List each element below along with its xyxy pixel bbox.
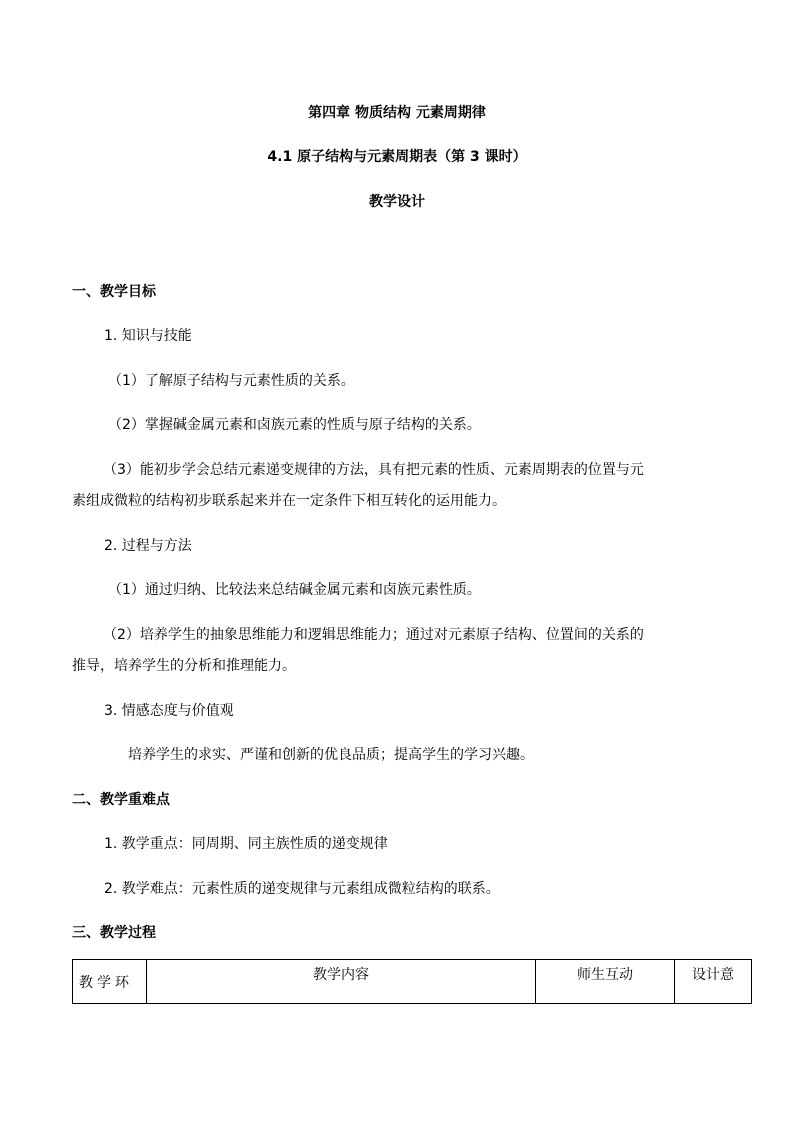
process-item-2-line-2: 推导，培养学生的分析和推理能力。	[72, 658, 296, 674]
subsection-attitude-values-heading: 3. 情感态度与价值观	[104, 703, 234, 719]
knowledge-item-1: （1）了解原子结构与元素性质的关系。	[108, 373, 355, 389]
header-teaching-stage: 教学环	[73, 960, 147, 1004]
knowledge-item-2: （2）掌握碱金属元素和卤族元素的性质与原子结构的关系。	[108, 417, 481, 433]
doc-type-title: 教学设计	[369, 194, 425, 210]
section-key-difficulties-heading: 二、教学重难点	[72, 792, 170, 808]
difficulty-item: 2. 教学难点：元素性质的递变规律与元素组成微粒结构的联系。	[104, 881, 500, 897]
knowledge-item-3-line-1: （3）能初步学会总结元素递变规律的方法，具有把元素的性质、元素周期表的位置与元	[103, 462, 644, 478]
subsection-process-method-heading: 2. 过程与方法	[104, 538, 192, 554]
section-teaching-process-heading: 三、教学过程	[72, 925, 156, 941]
chapter-title: 第四章 物质结构 元素周期律	[308, 105, 486, 121]
header-teaching-content: 教学内容	[147, 960, 536, 1004]
section-teaching-goals-heading: 一、教学目标	[72, 284, 156, 300]
knowledge-item-3-line-2: 素组成微粒的结构初步联系起来并在一定条件下相互转化的运用能力。	[72, 493, 506, 509]
process-item-2-line-1: （2）培养学生的抽象思维能力和逻辑思维能力；通过对元素原子结构、位置间的关系的	[103, 627, 644, 643]
key-point-item: 1. 教学重点：同周期、同主族性质的递变规律	[104, 836, 388, 852]
process-item-1: （1）通过归纳、比较法来总结碱金属元素和卤族元素性质。	[108, 582, 481, 598]
header-teacher-student-interaction: 师生互动	[536, 960, 675, 1004]
teaching-process-table	[72, 959, 752, 1004]
table-header-row	[73, 960, 752, 1004]
header-design-intent: 设计意	[675, 960, 752, 1004]
subsection-knowledge-skills-heading: 1. 知识与技能	[104, 328, 192, 344]
attitude-values-text: 培养学生的求实、严谨和创新的优良品质；提高学生的学习兴趣。	[128, 747, 534, 763]
lesson-title: 4.1 原子结构与元素周期表（第 3 课时）	[267, 149, 527, 165]
